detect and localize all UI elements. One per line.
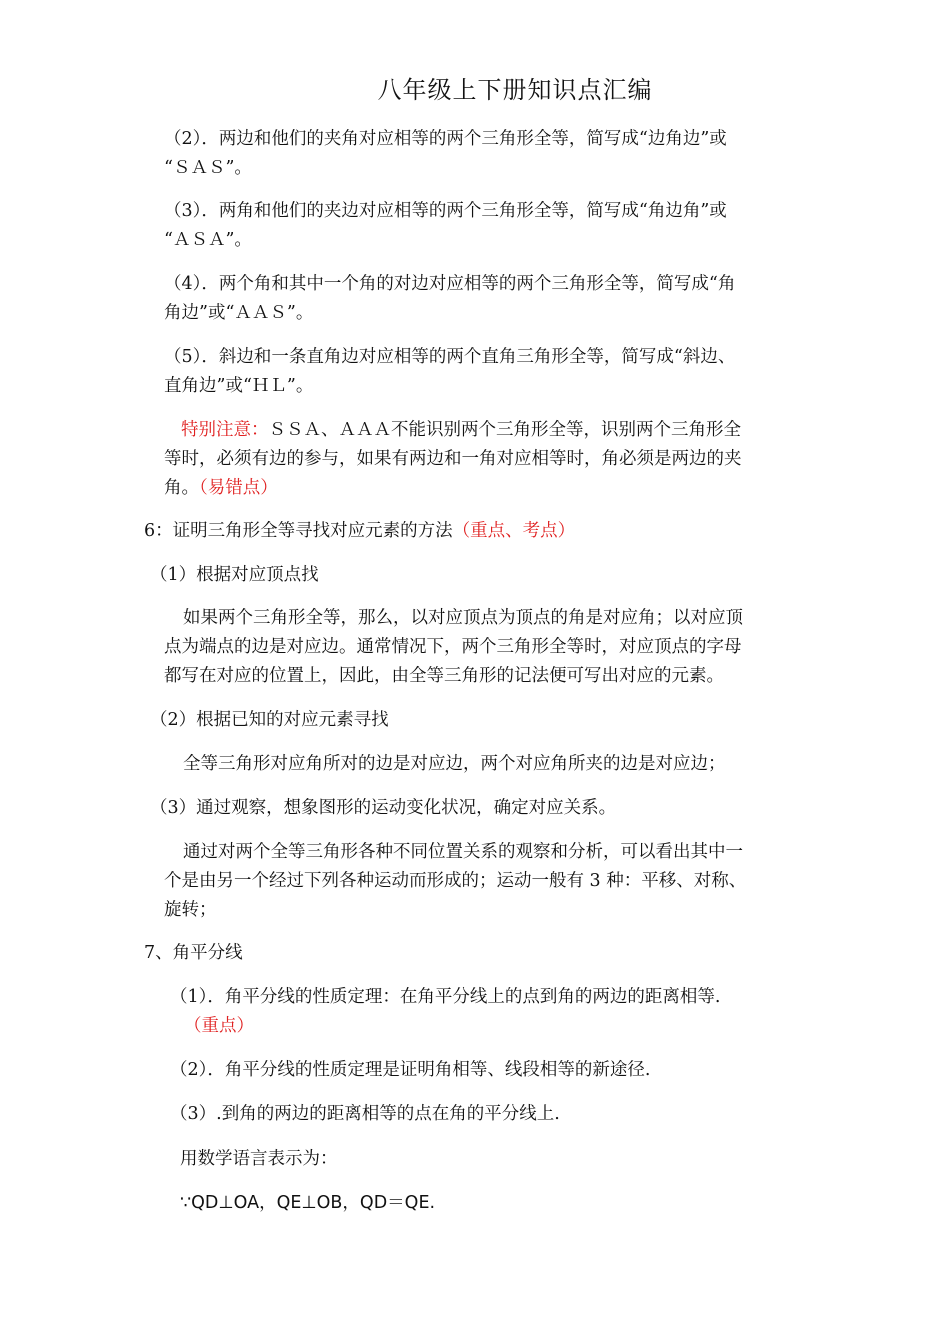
section-7-item1-text: （1）．角平分线的性质定理：在角平分线上的点到角的两边的距离相等. (170, 987, 721, 1007)
error-prone-tag: （易错点） (199, 478, 278, 498)
page-title: 八年级上下册知识点汇编 (377, 76, 653, 104)
section-6-sub1-paragraph (164, 604, 743, 691)
item-asa (164, 197, 727, 255)
paragraph-line: 如果两个三角形全等，那么，以对应顶点为顶点的角是对应角；以对应顶 (183, 608, 743, 628)
item-sas-line2: “ＳＡＳ”。 (164, 158, 252, 178)
special-note (164, 416, 742, 503)
section-6-sub3-paragraph (164, 838, 746, 925)
special-note-text: ＳＳＡ、ＡＡＡ不能识别两个三角形全等，识别两个三角形全 (268, 420, 741, 440)
item-asa-line1: （3）．两角和他们的夹边对应相等的两个三角形全等，简写成“角边角”或 (164, 201, 727, 221)
section-6-heading (144, 517, 575, 546)
math-language-intro: 用数学语言表示为： (180, 1149, 338, 1169)
item-aas (164, 270, 735, 328)
item-hl-line1: （5）．斜边和一条直角边对应相等的两个直角三角形全等，简写成“斜边、 (164, 347, 736, 367)
item-hl-line2: 直角边”或“ＨＬ”。 (164, 376, 314, 396)
key-point-tag: （重点） (184, 1016, 254, 1036)
section-6-sub2: （2）根据已知的对应元素寻找 (150, 710, 389, 730)
paragraph-line: 个是由另一个经过下列各种运动而形成的；运动一般有 3 种：平移、对称、 (164, 871, 747, 891)
special-note-line1 (164, 416, 742, 445)
section-7-item3: （3）.到角的两边的距离相等的点在角的平分线上. (170, 1104, 560, 1124)
special-note-line3 (164, 474, 742, 503)
special-note-label: 特别注意： (181, 420, 269, 440)
item-aas-line2: 角边”或“ＡＡＳ”。 (164, 303, 314, 323)
math-statement: ∵QD⊥OA，QE⊥OB，QD＝QE. (180, 1193, 436, 1213)
paragraph-line: 旋转； (164, 900, 217, 920)
section-7-item1 (170, 983, 720, 1041)
special-note-line2: 等时，必须有边的参与，如果有两边和一角对应相等时，角必须是两边的夹 (164, 449, 742, 469)
item-sas (164, 125, 727, 183)
item-asa-line2: “ＡＳＡ”。 (164, 230, 252, 250)
section-6-sub1: （1）根据对应顶点找 (150, 565, 319, 585)
section-7-item2: （2）．角平分线的性质定理是证明角相等、线段相等的新途径. (170, 1060, 651, 1080)
section-6-sub2-paragraph: 全等三角形对应角所对的边是对应边，两个对应角所夹的边是对应边； (183, 754, 726, 774)
section-7-heading: 7、角平分线 (144, 943, 243, 963)
item-sas-line1: （2）．两边和他们的夹角对应相等的两个三角形全等，简写成“边角边”或 (164, 129, 727, 149)
section-6-sub3: （3）通过观察，想象图形的运动变化状况，确定对应关系。 (150, 798, 617, 818)
paragraph-line: 都写在对应的位置上，因此，由全等三角形的记法便可写出对应的元素。 (164, 666, 724, 686)
item-hl (164, 343, 735, 401)
item-aas-line1: （4）．两个角和其中一个角的对边对应相等的两个三角形全等，简写成“角 (164, 274, 736, 294)
special-note-end: 角。 (164, 478, 199, 498)
paragraph-line: 通过对两个全等三角形各种不同位置关系的观察和分析，可以看出其中一 (183, 842, 743, 862)
section-6-title: 6：证明三角形全等寻找对应元素的方法 (144, 521, 453, 541)
paragraph-line: 点为端点的边是对应边。通常情况下，两个三角形全等时，对应顶点的字母 (164, 637, 742, 657)
key-point-tag: （重点、考点） (452, 521, 576, 541)
